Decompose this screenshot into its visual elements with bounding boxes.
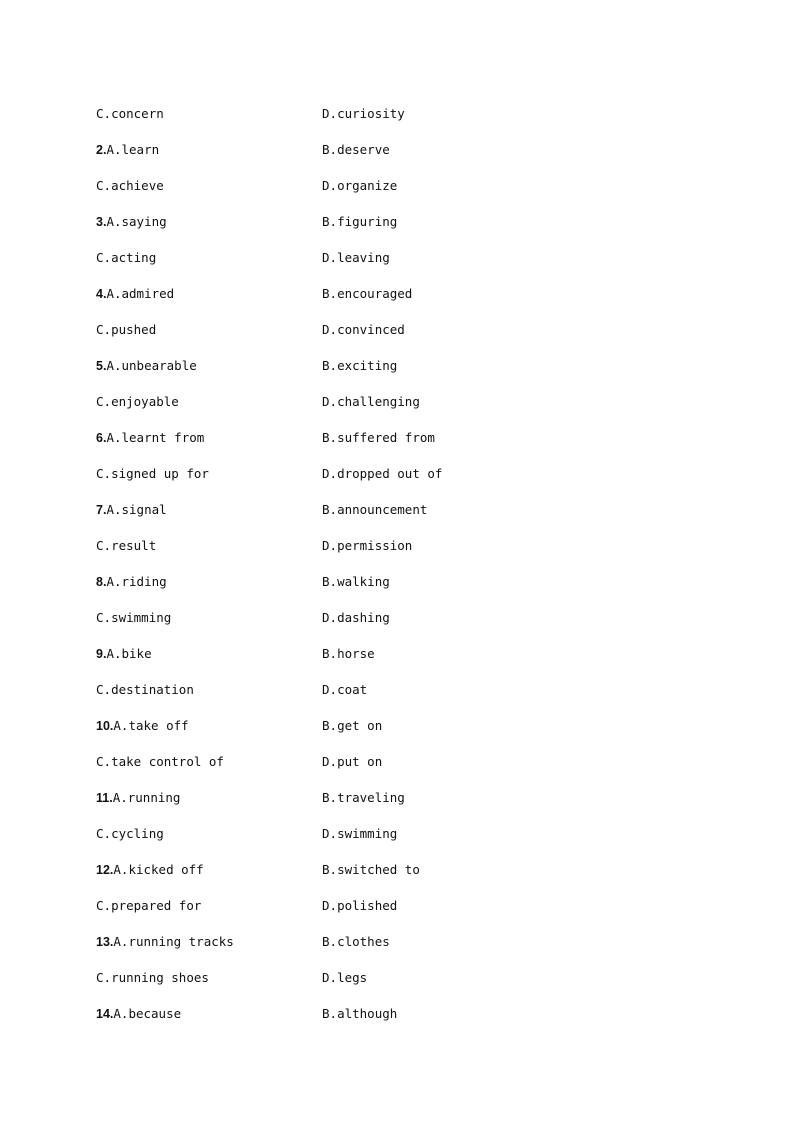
option-letter: D. [322,682,338,697]
option-left [96,573,322,591]
option-row [96,789,656,825]
option-letter: D. [322,178,338,193]
option-letter: C. [96,898,112,913]
option-letter: D. [322,322,338,337]
option-right [322,645,622,663]
option-text: riding [121,574,167,589]
option-text: saying [121,214,167,229]
option-letter: C. [96,538,112,553]
option-row [96,105,656,141]
option-letter: D. [322,970,338,985]
option-letter: B. [322,142,338,157]
option-text: deserve [337,142,390,157]
option-right [322,1005,622,1023]
option-text: unbearable [121,358,197,373]
option-text: bike [121,646,152,661]
option-text: achieve [111,178,164,193]
option-row [96,1005,656,1041]
option-row [96,933,656,969]
option-right [322,213,622,231]
option-row [96,717,656,753]
option-text: pushed [111,322,157,337]
option-right [322,465,622,483]
option-letter: A. [113,934,129,949]
option-letter: C. [96,610,112,625]
option-left [96,861,322,879]
option-letter: C. [96,178,112,193]
option-text: destination [111,682,194,697]
option-text: cycling [111,826,164,841]
option-row [96,177,656,213]
option-row [96,141,656,177]
option-letter: B. [322,862,338,877]
option-row [96,645,656,681]
option-right [322,609,622,627]
option-right [322,681,622,699]
option-letter: D. [322,538,338,553]
option-row [96,753,656,789]
option-text: result [111,538,157,553]
option-letter: B. [322,1006,338,1021]
option-right [322,501,622,519]
option-letter: B. [322,214,338,229]
option-text: enjoyable [111,394,179,409]
option-letter: B. [322,790,338,805]
option-text: take off [128,718,189,733]
option-letter: D. [322,106,338,121]
option-letter: D. [322,826,338,841]
option-letter: C. [96,466,112,481]
option-left [96,969,322,987]
option-letter: A. [112,790,128,805]
option-text: figuring [337,214,398,229]
option-row [96,969,656,1005]
option-row [96,825,656,861]
option-text: exciting [337,358,398,373]
option-text: admired [121,286,175,301]
option-right [322,573,622,591]
option-row [96,537,656,573]
option-letter: B. [322,646,338,661]
option-text: running tracks [128,934,234,949]
option-text: horse [337,646,375,661]
option-text: prepared for [111,898,202,913]
option-left [96,897,322,915]
option-left [96,501,322,519]
option-text: put on [337,754,383,769]
question-number: 9. [96,647,107,661]
option-letter: D. [322,754,338,769]
option-left [96,357,322,375]
option-letter: C. [96,682,112,697]
option-text: organize [337,178,398,193]
option-left [96,321,322,339]
option-row [96,285,656,321]
option-text: take control of [111,754,224,769]
option-right [322,861,622,879]
option-right [322,393,622,411]
option-right [322,537,622,555]
option-text: switched to [337,862,420,877]
option-row [96,861,656,897]
option-text: polished [337,898,398,913]
option-left [96,825,322,843]
option-text: although [337,1006,398,1021]
option-row [96,321,656,357]
option-row [96,393,656,429]
question-number: 7. [96,503,107,517]
option-right [322,249,622,267]
option-text: dashing [337,610,390,625]
option-left [96,753,322,771]
option-letter: C. [96,250,112,265]
option-text: curiosity [337,106,405,121]
option-letter: B. [322,358,338,373]
option-right [322,717,622,735]
option-letter: C. [96,826,112,841]
question-number: 10. [96,719,114,733]
option-left [96,1005,322,1023]
option-text: walking [337,574,390,589]
answer-options-list [96,105,656,1041]
option-left [96,429,322,447]
option-right [322,141,622,159]
option-text: legs [337,970,368,985]
option-letter: A. [106,214,122,229]
option-letter: C. [96,970,112,985]
option-right [322,933,622,951]
option-letter: B. [322,286,338,301]
option-text: learn [121,142,160,157]
option-row [96,213,656,249]
option-row [96,573,656,609]
option-left [96,213,322,231]
option-text: get on [337,718,383,733]
option-left [96,105,322,123]
option-left [96,933,322,951]
option-right [322,177,622,195]
question-number: 5. [96,359,107,373]
question-number: 4. [96,287,107,301]
option-letter: D. [322,250,338,265]
option-left [96,393,322,411]
option-text: convinced [337,322,405,337]
option-letter: C. [96,322,112,337]
option-text: swimming [337,826,398,841]
option-text: announcement [337,502,428,517]
option-left [96,609,322,627]
question-number: 14. [96,1007,114,1021]
question-number: 11. [96,791,113,805]
option-row [96,429,656,465]
option-letter: B. [322,934,338,949]
option-letter: B. [322,430,338,445]
option-right [322,357,622,375]
option-text: traveling [337,790,405,805]
option-right [322,753,622,771]
option-text: challenging [337,394,420,409]
option-letter: D. [322,466,338,481]
option-letter: A. [113,1006,129,1021]
option-left [96,465,322,483]
option-text: because [128,1006,182,1021]
option-letter: A. [106,646,122,661]
option-letter: A. [106,574,122,589]
option-text: permission [337,538,413,553]
option-text: running shoes [111,970,209,985]
option-letter: B. [322,574,338,589]
option-text: acting [111,250,157,265]
option-right [322,969,622,987]
option-text: kicked off [128,862,204,877]
option-letter: A. [113,718,129,733]
option-letter: B. [322,718,338,733]
option-left [96,681,322,699]
option-text: clothes [337,934,390,949]
option-letter: A. [106,358,122,373]
option-right [322,429,622,447]
option-right [322,897,622,915]
question-number: 8. [96,575,107,589]
option-text: signed up for [111,466,209,481]
question-number: 13. [96,935,114,949]
option-right [322,321,622,339]
option-letter: A. [106,286,122,301]
option-letter: A. [106,142,122,157]
option-text: concern [111,106,164,121]
option-left [96,177,322,195]
option-right [322,825,622,843]
option-text: running [127,790,181,805]
option-row [96,357,656,393]
option-left [96,249,322,267]
option-text: signal [121,502,167,517]
option-letter: D. [322,394,338,409]
option-text: learnt from [121,430,205,445]
option-left [96,789,322,807]
option-letter: D. [322,610,338,625]
option-row [96,501,656,537]
option-letter: C. [96,394,112,409]
question-number: 2. [96,143,107,157]
option-text: leaving [337,250,390,265]
option-left [96,717,322,735]
option-left [96,141,322,159]
option-letter: A. [106,430,122,445]
question-number: 6. [96,431,107,445]
option-row [96,465,656,501]
option-letter: C. [96,754,112,769]
option-left [96,645,322,663]
option-row [96,681,656,717]
option-letter: A. [113,862,129,877]
option-letter: B. [322,502,338,517]
option-right [322,105,622,123]
option-left [96,537,322,555]
option-letter: D. [322,898,338,913]
question-number: 12. [96,863,114,877]
option-right [322,285,622,303]
option-letter: C. [96,106,112,121]
option-letter: A. [106,502,122,517]
option-text: coat [337,682,368,697]
option-row [96,249,656,285]
option-right [322,789,622,807]
option-row [96,897,656,933]
option-row [96,609,656,645]
option-text: encouraged [337,286,413,301]
option-text: suffered from [337,430,435,445]
question-number: 3. [96,215,107,229]
option-text: swimming [111,610,172,625]
option-left [96,285,322,303]
option-text: dropped out of [337,466,443,481]
